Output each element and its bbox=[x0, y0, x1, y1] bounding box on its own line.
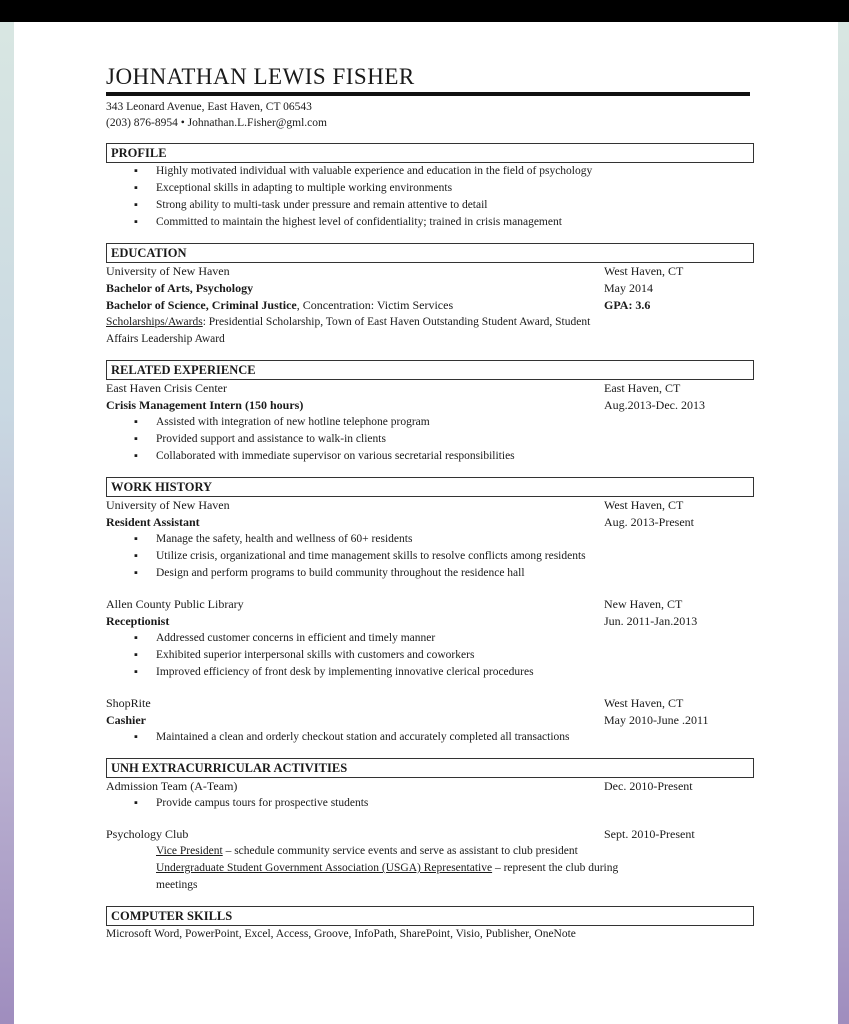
related-role: Crisis Management Intern (150 hours) bbox=[106, 398, 304, 412]
job-item: ▪ Exhibited superior interpersonal skills with customers and coworkers bbox=[134, 647, 754, 664]
job-item: ▪ Utilize crisis, organizational and time management skills to resolve conflicts among residents bbox=[134, 548, 754, 565]
job-org: University of New Haven bbox=[106, 498, 230, 512]
activity-row bbox=[106, 826, 754, 843]
job-org: ShopRite bbox=[106, 696, 151, 710]
job-org: Allen County Public Library bbox=[106, 597, 244, 611]
related-item: ▪ Collaborated with immediate supervisor on various secretarial responsibilities bbox=[134, 448, 754, 465]
activity-name: Psychology Club bbox=[106, 827, 189, 841]
job-item: ▪ Addressed customer concerns in efficient and timely manner bbox=[134, 630, 754, 647]
contact-address: 343 Leonard Avenue, East Haven, CT 06543 bbox=[106, 101, 312, 113]
related-row bbox=[106, 397, 754, 414]
profile-item: ▪ Strong ability to multi-task under pressure and remain attentive to detail bbox=[134, 197, 754, 214]
job-list bbox=[106, 531, 754, 582]
gpa: GPA: 3.6 bbox=[604, 298, 651, 312]
vp-text: – schedule community service events and serve as assistant to club president bbox=[222, 845, 578, 857]
related-item: ▪ Provided support and assistance to walk-in clients bbox=[134, 431, 754, 448]
graduation-date: May 2014 bbox=[604, 281, 653, 295]
education-row bbox=[106, 263, 754, 280]
job-item: ▪ Manage the safety, health and wellness of 60+ residents bbox=[134, 531, 754, 548]
job-list bbox=[106, 630, 754, 681]
activity-list bbox=[106, 795, 754, 812]
job-row bbox=[106, 613, 754, 630]
job-dates: Jun. 2011-Jan.2013 bbox=[604, 614, 698, 628]
candidate-name: JOHNATHAN LEWIS FISHER bbox=[106, 64, 415, 89]
related-list bbox=[106, 414, 754, 465]
job-location: New Haven, CT bbox=[604, 597, 683, 611]
vp-label: Vice President bbox=[156, 845, 223, 857]
top-bar bbox=[0, 0, 849, 22]
section-activities-heading: UNH EXTRACURRICULAR ACTIVITIES bbox=[106, 758, 754, 778]
resume-document bbox=[106, 62, 754, 943]
school-name: University of New Haven bbox=[106, 264, 230, 278]
related-location: East Haven, CT bbox=[604, 381, 681, 395]
activity-item: ▪ Provide campus tours for prospective students bbox=[134, 795, 754, 812]
awards-line-2: Affairs Leadership Award bbox=[106, 333, 225, 345]
vp-line bbox=[106, 843, 754, 860]
job-row bbox=[106, 514, 754, 531]
profile-item: ▪ Exceptional skills in adapting to multiple working environments bbox=[134, 180, 754, 197]
skills-text: Microsoft Word, PowerPoint, Excel, Access, Groove, InfoPath, SharePoint, Visio, Publisher, OneNote bbox=[106, 928, 576, 940]
profile-list bbox=[106, 163, 754, 231]
job-role: Resident Assistant bbox=[106, 515, 200, 529]
job-dates: May 2010-June .2011 bbox=[604, 713, 709, 727]
awards-line bbox=[106, 314, 754, 331]
job-list bbox=[106, 729, 754, 746]
concentration: , Concentration: Victim Services bbox=[296, 298, 454, 312]
job-location: West Haven, CT bbox=[604, 696, 684, 710]
section-education-heading: EDUCATION bbox=[106, 243, 754, 263]
awards-text: : Presidential Scholarship, Town of East Haven Outstanding Student Award, Student bbox=[202, 316, 591, 328]
degree-ba: Bachelor of Arts, Psychology bbox=[106, 281, 254, 295]
job-row bbox=[106, 596, 754, 613]
activity-dates: Dec. 2010-Present bbox=[604, 779, 693, 793]
section-related-heading: RELATED EXPERIENCE bbox=[106, 360, 754, 380]
degree-bs: Bachelor of Science, Criminal Justice bbox=[106, 298, 297, 312]
profile-item: ▪ Committed to maintain the highest level of confidentiality; trained in crisis management bbox=[134, 214, 754, 231]
job-item: ▪ Maintained a clean and orderly checkout station and accurately completed all transactions bbox=[134, 729, 754, 746]
spacer bbox=[106, 582, 754, 596]
job-role: Cashier bbox=[106, 713, 146, 727]
job-row bbox=[106, 497, 754, 514]
profile-item: ▪ Highly motivated individual with valuable experience and education in the field of psychology bbox=[134, 163, 754, 180]
resume-page bbox=[14, 22, 838, 1024]
header-rule bbox=[106, 92, 750, 96]
job-dates: Aug. 2013-Present bbox=[604, 515, 694, 529]
usga-label: Undergraduate Student Government Association (USGA) Representative bbox=[156, 862, 493, 874]
job-item: ▪ Design and perform programs to build community throughout the residence hall bbox=[134, 565, 754, 582]
section-skills-heading: COMPUTER SKILLS bbox=[106, 906, 754, 926]
education-row bbox=[106, 297, 754, 314]
related-dates: Aug.2013-Dec. 2013 bbox=[604, 398, 705, 412]
activity-name: Admission Team (A-Team) bbox=[106, 779, 238, 793]
school-location: West Haven, CT bbox=[604, 264, 684, 278]
job-row bbox=[106, 712, 754, 729]
usga-line-2: meetings bbox=[156, 879, 198, 891]
related-org: East Haven Crisis Center bbox=[106, 381, 227, 395]
usga-text: – represent the club during bbox=[492, 862, 619, 874]
related-item: ▪ Assisted with integration of new hotline telephone program bbox=[134, 414, 754, 431]
related-row bbox=[106, 380, 754, 397]
usga-line bbox=[106, 860, 754, 877]
activity-row bbox=[106, 778, 754, 795]
job-row bbox=[106, 695, 754, 712]
spacer bbox=[106, 812, 754, 826]
job-item: ▪ Improved efficiency of front desk by implementing innovative clerical procedures bbox=[134, 664, 754, 681]
section-work-heading: WORK HISTORY bbox=[106, 477, 754, 497]
section-profile-heading: PROFILE bbox=[106, 143, 754, 163]
job-location: West Haven, CT bbox=[604, 498, 684, 512]
contact-phone-email: (203) 876-8954 • Johnathan.L.Fisher@gml.com bbox=[106, 117, 327, 129]
education-row bbox=[106, 280, 754, 297]
degree-bs-line bbox=[106, 297, 453, 314]
spacer bbox=[106, 681, 754, 695]
awards-label: Scholarships/Awards bbox=[106, 316, 203, 328]
job-role: Receptionist bbox=[106, 614, 170, 628]
activity-dates: Sept. 2010-Present bbox=[604, 827, 695, 841]
